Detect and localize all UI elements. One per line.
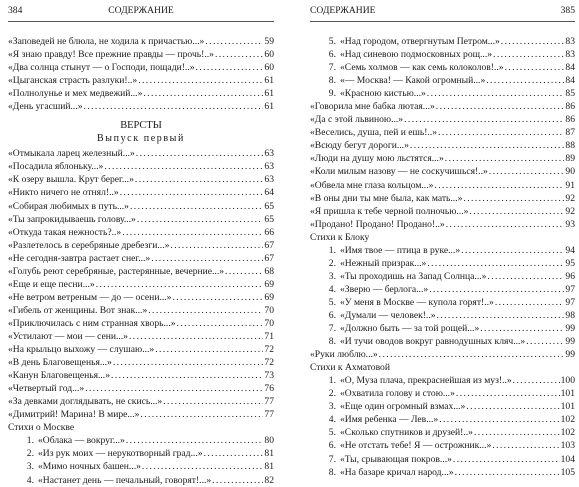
toc-entry — [8, 239, 274, 252]
toc-entry — [310, 179, 575, 192]
toc-entry — [8, 356, 274, 369]
entry-number: 3. — [328, 270, 336, 282]
entry-title: «Веселись, душа, пей и ешь!..» — [310, 127, 438, 139]
entry-page: 100 — [560, 375, 575, 387]
entry-title: «Я пришла к тебе черной полночью...» — [310, 205, 469, 217]
entry-page: 69 — [264, 291, 274, 303]
entry-title: «— Москва! — Какой огромный...» — [340, 75, 486, 87]
toc-entry — [8, 317, 274, 330]
leader-dots — [96, 278, 264, 291]
entry-title: «Разлетелось в серебряные дребезги...» — [8, 239, 170, 251]
toc-entry — [8, 369, 274, 382]
entry-page: 101 — [560, 401, 575, 413]
leader-dots — [455, 466, 560, 479]
entry-title: «Да с этой львиною...» — [310, 114, 404, 126]
cycle-title: Стихи к Блоку — [310, 231, 370, 243]
entry-page: 77 — [264, 396, 274, 408]
leader-dots — [196, 61, 264, 74]
leader-dots — [410, 139, 565, 152]
entry-page: 64 — [264, 187, 274, 199]
leader-dots — [487, 270, 564, 283]
entry-number: 1. — [26, 435, 34, 447]
entry-title: «И тучи оводов вокруг равнодушных кляч...» — [340, 336, 526, 348]
entry-page: 61 — [264, 88, 274, 100]
cycle-title: Стихи о Москве — [8, 422, 75, 434]
entry-title: «За девками доглядывать, не скись...» — [8, 396, 163, 408]
entry-title: «Еще один огромный взмах...» — [340, 401, 466, 413]
entry-number: 6. — [328, 49, 336, 61]
toc-entry — [310, 74, 575, 87]
entry-page: 63 — [264, 148, 274, 160]
toc-entry — [8, 61, 274, 74]
leader-dots — [446, 218, 565, 231]
entry-number: 4. — [328, 414, 336, 426]
entry-page: 89 — [565, 153, 575, 165]
entry-title: «Говорила мне бабка лютая...» — [310, 101, 435, 113]
toc-entry — [310, 322, 575, 335]
leader-dots — [148, 304, 263, 317]
leader-dots — [453, 453, 560, 466]
leader-dots — [135, 173, 264, 186]
leader-dots — [466, 400, 559, 413]
entry-page: 92 — [565, 205, 575, 217]
entry-title: «Приключилась с ним странная хворь...» — [8, 317, 176, 329]
entry-page: 86 — [565, 101, 575, 113]
toc-entry — [310, 87, 575, 100]
toc-entry — [8, 87, 274, 100]
leader-dots — [379, 348, 565, 361]
entry-number: 6. — [328, 309, 336, 321]
entry-number: 4. — [26, 474, 34, 486]
toc-entry — [8, 447, 274, 460]
entry-number: 5. — [328, 296, 336, 308]
toc-entry — [8, 278, 274, 291]
leader-dots — [151, 252, 263, 265]
entry-title: «Полнолунье и мех медвежий...» — [8, 88, 143, 100]
entry-title: «К озеру вышла. Крут берег...» — [8, 174, 134, 186]
running-header: СОДЕРЖАНИЕ — [310, 5, 376, 16]
entry-title: «Ты проходишь на Запад Солнца...» — [340, 270, 487, 282]
entry-number: 9. — [328, 88, 336, 100]
entry-title: «Над городом, отвергнутым Петром...» — [340, 36, 500, 47]
toc-entry — [310, 439, 575, 452]
entry-page: 96 — [565, 270, 575, 282]
toc-list — [8, 147, 274, 421]
leader-dots — [513, 374, 560, 387]
leader-dots — [122, 226, 263, 239]
leader-dots — [205, 35, 263, 48]
toc-entry — [8, 200, 274, 213]
toc-entry — [310, 139, 575, 152]
entry-title: «Из рук моих — нерукотворный град...» — [38, 448, 203, 460]
toc-entry — [310, 270, 575, 283]
leader-dots — [480, 322, 564, 335]
toc-entry — [8, 186, 274, 199]
toc-entry — [310, 296, 575, 309]
entry-page: 68 — [264, 265, 274, 277]
entry-page: 65 — [264, 200, 274, 212]
entry-page: 92 — [565, 192, 575, 204]
toc-entry — [310, 283, 575, 296]
entry-page: 88 — [565, 140, 575, 152]
entry-title: «Облака — вокруг...» — [38, 435, 125, 447]
leader-dots — [486, 74, 564, 87]
toc-entry — [310, 387, 575, 400]
entry-title: «Никто ничего не отнял!..» — [8, 187, 119, 199]
toc-entry — [310, 374, 575, 387]
entry-title: «Еще и еще песни...» — [8, 278, 95, 290]
entry-page: 103 — [560, 440, 575, 452]
entry-title: «Устилают — мои — сени...» — [8, 330, 128, 342]
leader-dots — [427, 257, 564, 270]
entry-title: «Канун Благовещенья...» — [8, 370, 111, 382]
page-number: 384 — [8, 5, 23, 16]
entry-title: «Обвела мне глаза кольцом...» — [310, 179, 434, 191]
leader-dots — [429, 283, 564, 296]
entry-title: «Имя твое — птица в руке...» — [340, 244, 461, 256]
toc-entry — [8, 35, 274, 48]
leader-dots — [129, 330, 263, 343]
leader-dots — [140, 408, 263, 421]
entry-title: «Люди на душу мою льстятся...» — [310, 153, 444, 165]
entry-title: «Думали — человек!..» — [340, 309, 436, 321]
toc-entry — [310, 126, 575, 139]
toc-list — [310, 35, 575, 100]
leader-dots — [493, 48, 564, 61]
section-subtitle: Выпуск первый — [97, 133, 185, 145]
entry-number: 1. — [328, 244, 336, 256]
entry-page: 95 — [565, 257, 575, 269]
entry-page: 90 — [565, 166, 575, 178]
entry-page: 99 — [565, 349, 575, 361]
entry-title: «Посадила яблоньку...» — [8, 161, 104, 173]
entry-title: «У меня в Москве — купола горят!..» — [340, 296, 494, 308]
toc-entry — [8, 304, 274, 317]
entry-title: «Не ветром ветреным — до — осени...» — [8, 291, 172, 303]
leader-dots — [427, 87, 565, 100]
leader-dots — [445, 152, 565, 165]
toc-entry — [8, 474, 274, 487]
entry-title: «Должно быть — за той рощей...» — [340, 323, 480, 335]
entry-title: «Руки люблю...» — [310, 349, 378, 361]
leader-dots — [436, 100, 565, 113]
entry-page: 66 — [264, 226, 274, 238]
leader-dots — [113, 356, 264, 369]
entry-number: 7. — [328, 453, 336, 465]
entry-page: 99 — [565, 336, 575, 348]
entry-page: 59 — [264, 36, 274, 47]
entry-number: 7. — [328, 62, 336, 74]
entry-page: 71 — [264, 330, 274, 342]
toc-entry — [8, 74, 274, 87]
entry-page: 67 — [264, 252, 274, 264]
entry-title: «В день Благовещенья...» — [8, 357, 112, 369]
entry-page: 81 — [264, 448, 274, 460]
entry-number: 2. — [328, 388, 336, 400]
entry-page: 91 — [565, 179, 575, 191]
leader-dots — [126, 434, 264, 447]
entry-page: 102 — [560, 427, 575, 439]
toc-entry — [8, 160, 274, 173]
toc-entry — [8, 408, 274, 421]
leader-dots — [439, 413, 559, 426]
entry-title: «Голубь реют серебряные, растерянные, вечерние...» — [8, 265, 225, 277]
entry-title: «Охватила голову и стою...» — [340, 388, 455, 400]
leader-dots — [142, 460, 263, 473]
entry-page: 63 — [264, 174, 274, 186]
entry-page: 94 — [565, 244, 575, 256]
entry-page: 83 — [565, 36, 575, 47]
entry-page: 87 — [565, 127, 575, 139]
toc-entry — [8, 395, 274, 408]
toc-entry — [310, 152, 575, 165]
entry-page: 97 — [565, 283, 575, 295]
entry-title: «Собирая любимых в путь...» — [8, 200, 129, 212]
entry-title: «В оны дни ты мне была, как мать...» — [310, 192, 463, 204]
toc-entry — [310, 35, 575, 48]
entry-title: «Я знаю правду! Все прежние правды — прочь!..» — [8, 49, 214, 61]
leader-dots — [84, 100, 264, 113]
leader-dots — [204, 447, 264, 460]
entry-number: 8. — [328, 466, 336, 478]
entry-number: 8. — [328, 75, 336, 87]
entry-title: «Ты запрокидываешь голову...» — [8, 213, 136, 225]
running-header: СОДЕРЖАНИЕ — [108, 5, 174, 16]
leader-dots — [138, 74, 263, 87]
entry-title: «Всюду бегут дороги...» — [310, 140, 409, 152]
toc-entry — [8, 343, 274, 356]
toc-entry — [310, 413, 575, 426]
entry-title: «Димитрий! Марина! В мире...» — [8, 409, 140, 421]
entry-title: «О, Муза плача, прекраснейшая из муз!..» — [340, 375, 512, 387]
toc-entry — [8, 226, 274, 239]
entry-title: «Отмыкала ларец железный...» — [8, 148, 135, 160]
entry-page: 99 — [565, 323, 575, 335]
toc-list — [310, 374, 575, 478]
toc-entry — [310, 466, 575, 479]
entry-page: 76 — [264, 383, 274, 395]
entry-title: «Настанет день — печальный, говорят!...» — [38, 474, 212, 486]
entry-title: «Коли милым назову — не соскучишься!..» — [310, 166, 488, 178]
leader-dots — [85, 382, 263, 395]
leader-dots — [463, 192, 564, 205]
toc-body — [8, 35, 274, 487]
leader-dots — [170, 239, 263, 252]
entry-title: «Красною кистью...» — [340, 88, 426, 100]
entry-page: 83 — [565, 49, 575, 61]
toc-entry — [8, 330, 274, 343]
entry-title: «Четвертый год...» — [8, 383, 85, 395]
entry-title: «На базаре кричал народ...» — [340, 466, 454, 478]
toc-entry — [310, 257, 575, 270]
entry-number: 8. — [328, 336, 336, 348]
toc-list — [310, 100, 575, 230]
leader-dots — [143, 87, 263, 100]
toc-entry — [310, 244, 575, 257]
entry-title: «Цыганская страсть разлуки!..» — [8, 75, 138, 87]
entry-page: 93 — [565, 218, 575, 230]
entry-title: «Мимо ночных башен...» — [38, 461, 141, 473]
entry-page: 60 — [264, 49, 274, 61]
entry-number: 2. — [328, 257, 336, 269]
cycle-title: Стихи к Ахматовой — [310, 362, 390, 374]
entry-page: 81 — [264, 461, 274, 473]
leader-dots — [212, 474, 263, 487]
leader-dots — [474, 426, 560, 439]
toc-entry — [8, 173, 274, 186]
toc-entry — [310, 309, 575, 322]
entry-title: «Не сегодня-завтра растает снег...» — [8, 252, 151, 264]
toc-entry — [310, 348, 575, 361]
entry-title: «На крыльцо выхожу — слушаю...» — [8, 344, 155, 356]
entry-page: 73 — [264, 370, 274, 382]
toc-entry — [8, 291, 274, 304]
leader-dots — [505, 61, 565, 74]
entry-page: 69 — [264, 278, 274, 290]
leader-dots — [130, 200, 263, 213]
entry-number: 5. — [328, 36, 336, 47]
toc-entry — [310, 113, 575, 126]
entry-page: 105 — [560, 466, 575, 478]
entry-page: 72 — [264, 344, 274, 356]
entry-number: 4. — [328, 283, 336, 295]
leader-dots — [489, 165, 565, 178]
header-rule — [310, 21, 575, 22]
leader-dots — [492, 439, 559, 452]
entry-page: 72 — [264, 357, 274, 369]
entry-page: 98 — [565, 309, 575, 321]
leader-dots — [136, 147, 264, 160]
entry-page: 85 — [565, 88, 575, 100]
section-title: ВЕРСТЫ — [120, 120, 162, 132]
entry-title: «Заповедей не блюла, не ходила к причастью...» — [8, 36, 205, 47]
entry-title: «Зверю — берлога...» — [340, 283, 429, 295]
entry-page: 67 — [264, 239, 274, 251]
entry-page: 60 — [264, 62, 274, 74]
entry-page: 70 — [264, 304, 274, 316]
entry-page: 104 — [560, 453, 575, 465]
leader-dots — [501, 35, 565, 48]
entry-title: «Гибель от женщины. Вот знак...» — [8, 304, 148, 316]
entry-page: 61 — [264, 101, 274, 113]
toc-entry — [310, 61, 575, 74]
toc-entry — [8, 382, 274, 395]
toc-entry — [310, 335, 575, 348]
entry-page: 102 — [560, 414, 575, 426]
toc-entry — [310, 218, 575, 231]
entry-title: «Сколько спутников и друзей!..» — [340, 427, 473, 439]
leader-dots — [526, 335, 564, 348]
leader-dots — [111, 369, 263, 382]
toc-list — [8, 35, 274, 113]
leader-dots — [461, 244, 564, 257]
toc-list — [8, 434, 274, 486]
entry-number: 2. — [26, 448, 34, 460]
leader-dots — [137, 213, 264, 226]
leader-dots — [434, 179, 564, 192]
leader-dots — [456, 387, 560, 400]
toc-body — [310, 35, 575, 479]
toc-entry — [8, 213, 274, 226]
toc-entry — [310, 192, 575, 205]
toc-entry — [310, 48, 575, 61]
toc-entry — [8, 434, 274, 447]
entry-title: «Имя ребенка — Лев...» — [340, 414, 439, 426]
toc-entry — [310, 453, 575, 466]
leader-dots — [120, 186, 264, 199]
entry-page: 61 — [264, 75, 274, 87]
leader-dots — [404, 113, 564, 126]
toc-entry — [8, 100, 274, 113]
toc-entry — [310, 426, 575, 439]
leader-dots — [163, 395, 263, 408]
leader-dots — [215, 48, 263, 61]
entry-title: «День угасший...» — [8, 101, 83, 113]
leader-dots — [495, 296, 565, 309]
entry-title: «Ты, срывающая покров...» — [340, 453, 452, 465]
leader-dots — [469, 205, 564, 218]
entry-number: 3. — [26, 461, 34, 473]
toc-entry — [310, 165, 575, 178]
entry-page: 82 — [264, 474, 274, 486]
leader-dots — [225, 265, 263, 278]
leader-dots — [155, 343, 263, 356]
entry-number: 6. — [328, 440, 336, 452]
leader-dots — [172, 291, 263, 304]
entry-title: «Над синевою подмосковных рощ...» — [340, 49, 493, 61]
entry-page: 65 — [264, 213, 274, 225]
toc-list — [310, 244, 575, 348]
entry-title: «Нежный призрак...» — [340, 257, 427, 269]
entry-page: 84 — [565, 75, 575, 87]
toc-entry — [8, 252, 274, 265]
toc-entry — [8, 48, 274, 61]
toc-entry — [8, 147, 274, 160]
entry-title: «Откуда такая нежность?..» — [8, 226, 122, 238]
entry-page: 97 — [565, 296, 575, 308]
toc-entry — [310, 400, 575, 413]
entry-number: 3. — [328, 401, 336, 413]
entry-page: 80 — [264, 435, 274, 447]
header-rule — [8, 21, 274, 22]
toc-entry — [310, 205, 575, 218]
entry-page: 70 — [264, 317, 274, 329]
leader-dots — [104, 160, 263, 173]
entry-title: «Продано! Продано! Продано!..» — [310, 218, 445, 230]
entry-number: 7. — [328, 323, 336, 335]
entry-title: «Два солнца стынут — о Господи, пощади!..» — [8, 62, 195, 74]
leader-dots — [437, 309, 565, 322]
entry-page: 63 — [264, 161, 274, 173]
leader-dots — [438, 126, 564, 139]
toc-entry — [310, 100, 575, 113]
entry-number: 1. — [328, 375, 336, 387]
entry-title: «Семь холмов — как семь колоколов!..» — [340, 62, 504, 74]
entry-page: 84 — [565, 62, 575, 74]
toc-entry — [8, 265, 274, 278]
leader-dots — [177, 317, 264, 330]
entry-page: 101 — [560, 388, 575, 400]
entry-page: 86 — [565, 114, 575, 126]
page-number: 385 — [560, 5, 575, 16]
toc-entry — [8, 460, 274, 473]
entry-page: 77 — [264, 409, 274, 421]
entry-title: «Не отстать тебе! Я — острожник...» — [340, 440, 492, 452]
entry-number: 5. — [328, 427, 336, 439]
